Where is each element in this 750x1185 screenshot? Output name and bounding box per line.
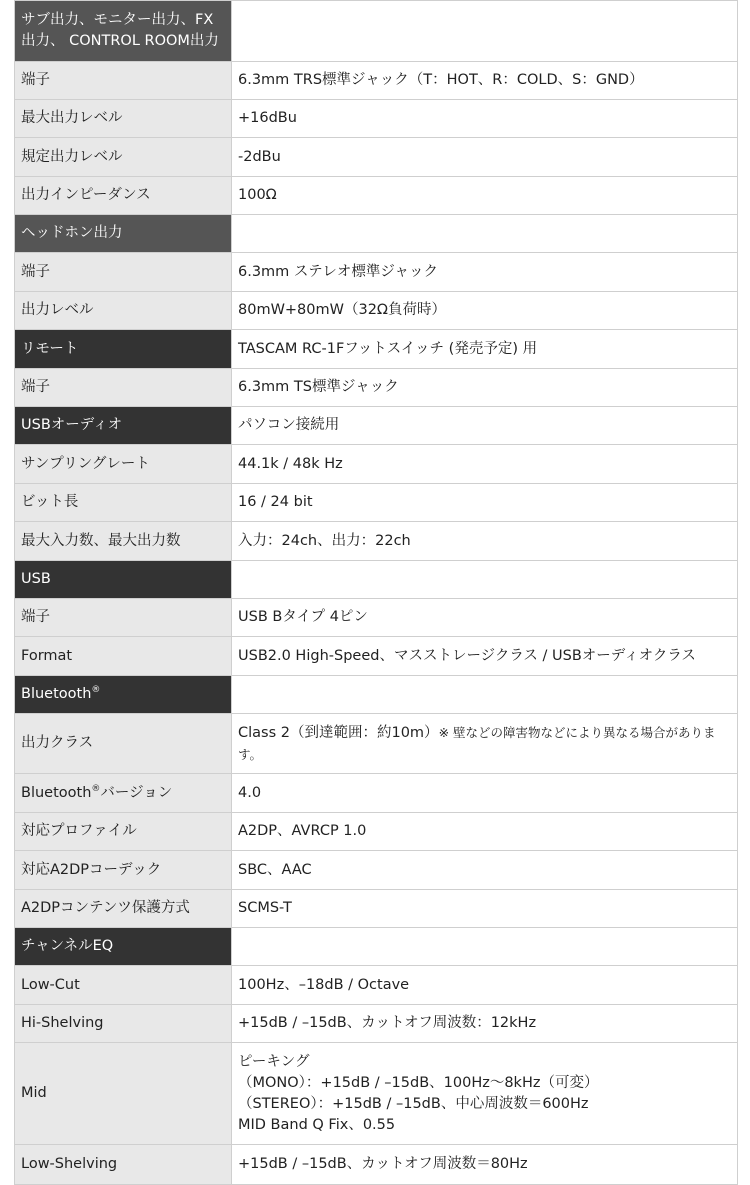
row-label-suffix: バージョン [100, 784, 173, 801]
section-label: リモート [15, 330, 232, 369]
table-row [15, 445, 738, 484]
row-value: SBC、AAC [232, 851, 738, 890]
row-label: Mid [15, 1043, 232, 1145]
value-line: （STEREO）：+15dB / –15dB、中心周波数＝600Hz [238, 1095, 589, 1112]
table-row [15, 1145, 738, 1185]
row-value-note: ※ 壁などの障害物などにより異なる場合があります。 [238, 724, 716, 762]
row-label: Format [15, 637, 232, 676]
row-label: ビット長 [15, 484, 232, 522]
row-label: 対応A2DPコーデック [15, 851, 232, 890]
table-row [15, 292, 738, 330]
table-row [15, 599, 738, 637]
row-label: 最大入力数、最大出力数 [15, 522, 232, 561]
table-row [15, 138, 738, 177]
section-value [232, 676, 738, 714]
table-row [15, 966, 738, 1005]
row-value: USB2.0 High-Speed、マスストレージクラス / USBオーディオクラス [232, 637, 738, 676]
row-value-text: Class 2（到達範囲：約10m） [238, 724, 439, 741]
section-value [232, 215, 738, 253]
section-value: パソコン接続用 [232, 407, 738, 445]
section-value: TASCAM RC-1Fフットスイッチ (発売予定) 用 [232, 330, 738, 369]
table-row [15, 253, 738, 292]
row-value: USB Bタイプ 4ピン [232, 599, 738, 637]
section-label: USB [15, 561, 232, 599]
row-label: 端子 [15, 369, 232, 407]
row-value: A2DP、AVRCP 1.0 [232, 813, 738, 851]
section-row [15, 330, 738, 369]
row-label: Low-Shelving [15, 1145, 232, 1185]
section-row [15, 1, 738, 62]
section-value [232, 561, 738, 599]
section-label: チャンネルEQ [15, 928, 232, 966]
row-value: 4.0 [232, 774, 738, 813]
row-label: Hi-Shelving [15, 1005, 232, 1043]
value-line: （MONO）：+15dB / –15dB、100Hz〜8kHz（可変） [238, 1074, 599, 1091]
table-row [15, 890, 738, 928]
row-label: 最大出力レベル [15, 100, 232, 138]
section-label: サブ出力、モニター出力、FX出力、 CONTROL ROOM出力 [15, 1, 232, 62]
table-row [15, 484, 738, 522]
registered-mark: ® [91, 783, 101, 794]
row-label: 出力クラス [15, 714, 232, 774]
table-row [15, 100, 738, 138]
table-row [15, 1005, 738, 1043]
row-label-text: Bluetooth [21, 784, 92, 801]
row-value: 6.3mm ステレオ標準ジャック [232, 253, 738, 292]
row-value: +15dB / –15dB、カットオフ周波数＝80Hz [232, 1145, 738, 1185]
row-label: 端子 [15, 62, 232, 100]
row-value: 6.3mm TS標準ジャック [232, 369, 738, 407]
table-row [15, 714, 738, 774]
section-label-text: Bluetooth [21, 686, 92, 702]
row-label: 規定出力レベル [15, 138, 232, 177]
section-row [15, 928, 738, 966]
row-label: A2DPコンテンツ保護方式 [15, 890, 232, 928]
table-row [15, 62, 738, 100]
row-value: 16 / 24 bit [232, 484, 738, 522]
spec-table [14, 0, 738, 1185]
section-row [15, 561, 738, 599]
row-value [232, 1043, 738, 1145]
row-value: 100Ω [232, 177, 738, 215]
row-label: 端子 [15, 253, 232, 292]
table-row [15, 774, 738, 813]
section-label: USBオーディオ [15, 407, 232, 445]
row-value: +16dBu [232, 100, 738, 138]
section-row [15, 676, 738, 714]
section-label: ヘッドホン出力 [15, 215, 232, 253]
row-value: 6.3mm TRS標準ジャック（T：HOT、R：COLD、S：GND） [232, 62, 738, 100]
row-label: 出力レベル [15, 292, 232, 330]
table-row [15, 522, 738, 561]
row-value: 入力：24ch、出力：22ch [232, 522, 738, 561]
row-value: -2dBu [232, 138, 738, 177]
row-label [15, 774, 232, 813]
section-value [232, 928, 738, 966]
table-row [15, 851, 738, 890]
table-row [15, 637, 738, 676]
table-row [15, 1043, 738, 1145]
row-value: 44.1k / 48k Hz [232, 445, 738, 484]
row-value: SCMS-T [232, 890, 738, 928]
section-label [15, 676, 232, 714]
row-label: Low-Cut [15, 966, 232, 1005]
registered-mark: ® [91, 685, 101, 696]
table-row [15, 177, 738, 215]
row-label: 対応プロファイル [15, 813, 232, 851]
section-value [232, 1, 738, 62]
section-row [15, 215, 738, 253]
row-label: 出力インピーダンス [15, 177, 232, 215]
row-value: 80mW+80mW（32Ω負荷時） [232, 292, 738, 330]
value-line: ピーキング [238, 1053, 310, 1070]
value-line: MID Band Q Fix、0.55 [238, 1116, 396, 1133]
row-label: サンプリングレート [15, 445, 232, 484]
row-label: 端子 [15, 599, 232, 637]
table-row [15, 813, 738, 851]
row-value: 100Hz、–18dB / Octave [232, 966, 738, 1005]
section-row [15, 407, 738, 445]
row-value: +15dB / –15dB、カットオフ周波数：12kHz [232, 1005, 738, 1043]
table-row [15, 369, 738, 407]
row-value [232, 714, 738, 774]
